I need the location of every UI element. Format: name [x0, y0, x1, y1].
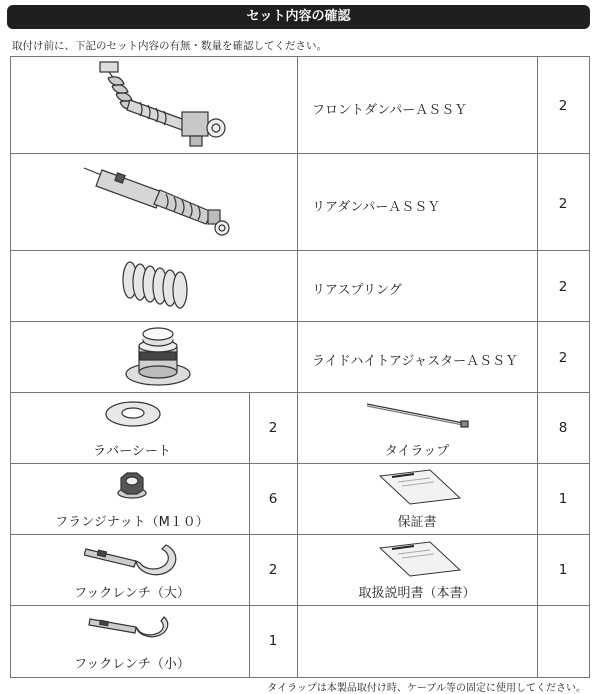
rubber-sheet-illustration [104, 398, 162, 434]
hook-wrench-small-illustration [88, 613, 178, 649]
item-qty-flange-nut: 6 [268, 491, 278, 507]
item-name-cable-tie: タイラップ [384, 444, 450, 459]
section-header [7, 5, 590, 29]
front-damper-illustration [90, 60, 230, 154]
hook-wrench-large-illustration [84, 539, 180, 583]
ride-height-adjuster-illustration [123, 326, 193, 392]
item-name-ride-height-adjuster: ライドハイトアジャスターＡＳＳＹ [312, 354, 519, 369]
rear-damper-illustration [82, 160, 232, 249]
item-name-hook-wrench-large: フックレンチ（大） [74, 586, 190, 601]
item-qty-rear-damper: 2 [558, 196, 568, 212]
item-qty-rear-spring: 2 [558, 279, 568, 295]
item-qty-warranty: 1 [558, 491, 568, 507]
coil-spring-illustration [118, 258, 198, 317]
item-qty-ride-height-adjuster: 2 [558, 350, 568, 366]
cable-tie-illustration [365, 401, 473, 435]
item-qty-manual: 1 [558, 562, 568, 578]
item-qty-hook-wrench-small: 1 [268, 633, 278, 649]
item-qty-hook-wrench-large: 2 [268, 562, 278, 578]
item-name-hook-wrench-small: フックレンチ（小） [74, 657, 190, 672]
flange-nut-illustration [116, 470, 148, 504]
item-name-rubber-sheet: ラバーシート [93, 444, 171, 459]
item-name-front-damper: フロントダンパーＡＳＳＹ [312, 103, 468, 118]
item-name-warranty: 保証書 [397, 515, 437, 530]
item-qty-cable-tie: 8 [558, 420, 568, 436]
item-name-manual: 取扱説明書（本書） [358, 586, 476, 601]
warranty-card-illustration [378, 468, 462, 510]
manual-illustration [378, 540, 462, 582]
contents-table [10, 56, 590, 678]
intro-text: 取付け前に、下記のセット内容の有無・数量を確認してください。 [12, 40, 327, 52]
section-title: セット内容の確認 [246, 9, 351, 24]
footnote: タイラップは本製品取付け時、ケーブル等の固定に使用してください。 [267, 683, 586, 694]
item-qty-rubber-sheet: 2 [268, 420, 278, 436]
item-name-rear-spring: リアスプリング [312, 283, 402, 298]
item-name-rear-damper: リアダンパーＡＳＳＹ [312, 200, 441, 215]
item-qty-front-damper: 2 [558, 98, 568, 114]
item-name-flange-nut: フランジナット（M１０） [55, 515, 209, 530]
